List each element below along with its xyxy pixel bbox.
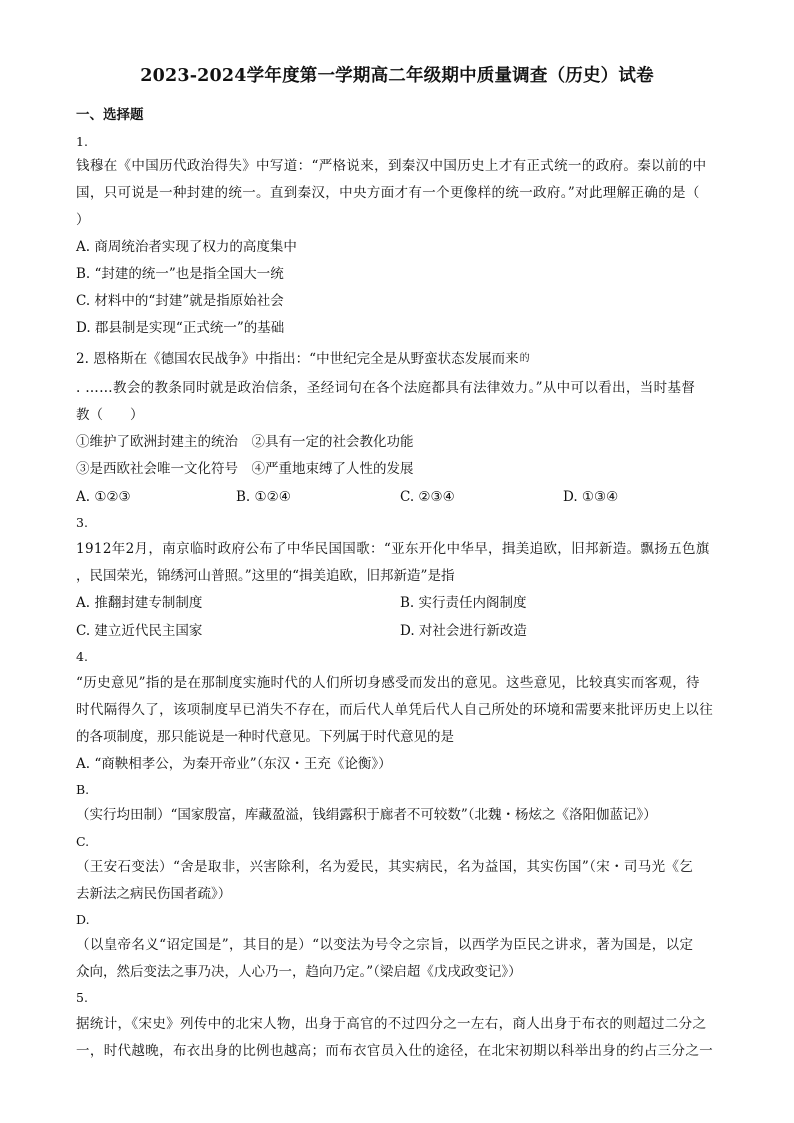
q2-stem-text: 2. 恩格斯在《德国农民战争》中指出：“中世纪完全是从野蛮状态发展而来 [76,351,519,367]
q4-stem-line: “历史意见”指的是在那制度实施时代的人们所切身感受而发出的意见。这些意见，比较真实而客观，待 [76,675,700,691]
q2-stem-line: . ……教会的教条同时就是政治信条，圣经词句在各个法庭都具有法律效力。”从中可以看出，当时基督 [76,380,696,396]
q2-stem-superscript: 的 [519,353,530,364]
q1-number: 1. [76,134,88,149]
q1-option-b: B. “封建的统一”也是指全国大一统 [76,266,284,282]
q4-number: 4. [76,649,88,664]
q3-option-d: D. 对社会进行新改造 [400,623,527,639]
q2-option-d: D. ①③④ [563,489,619,505]
q4-option-d-text: 众向，然后变法之事乃决，人心乃一，趋向乃定。”（梁启超《戊戌政变记》） [76,964,522,980]
q5-number: 5. [76,990,88,1005]
q1-option-c: C. 材料中的“封建”就是指原始社会 [76,293,284,309]
q4-option-b-text: （实行均田制）“国家殷富，库藏盈溢，钱绢露积于廊者不可较数”（北魏・杨炫之《洛阳伽蓝记》） [76,807,657,823]
q1-stem-line: 国，只可说是一种封建的统一。直到秦汉，中央方面才有一个更像样的统一政府。”对此理解正确的是（ [76,185,700,201]
exam-title: 2023-2024学年度第一学期高二年级期中质量调查（历史）试卷 [140,66,654,86]
q4-option-c-text: 去新法之病民伤国者疏》） [76,886,232,902]
q4-option-c-text: （王安石变法）“舍是取非，兴害除利，名为爱民，其实病民，名为益国，其实伤国”（宋・司马光《乞 [76,859,694,875]
q4-option-d-text: （以皇帝名义“诏定国是”，其目的是）“以变法为号令之宗旨，以西学为臣民之讲求，著为国是，以定 [76,937,694,953]
q1-option-d: D. 郡县制是实现“正式统一”的基础 [76,320,285,336]
q3-option-a: A. 推翻封建专制制度 [76,595,203,611]
q4-option-b-label: B. [76,782,90,797]
q2-stem-line [76,350,530,368]
q3-stem-line: ，民国荣光，锦绣河山普照。”这里的“揖美追欧，旧邦新造”是指 [76,568,455,584]
q2-option-b: B. ①②④ [236,489,291,505]
q4-option-a: A. “商鞅相孝公，为秦开帝业”（东汉・王充《论衡》） [76,756,392,772]
q4-option-c-label: C. [76,834,90,849]
q2-statement: ①维护了欧洲封建主的统治 ②具有一定的社会教化功能 [76,434,414,450]
q4-stem-line: 的各项制度，那只能说是一种时代意见。下列属于时代意见的是 [76,729,454,745]
q2-option-c: C. ②③④ [400,489,455,505]
q3-option-c: C. 建立近代民主国家 [76,623,203,639]
q3-number: 3. [76,515,88,530]
q4-option-d-label: D. [76,912,90,927]
q2-option-a: A. ①②③ [76,489,131,505]
q2-stem-line: 教（ ） [76,407,144,423]
q5-stem-line: 据统计，《宋史》列传中的北宋人物，出身于高官的不过四分之一左右，商人出身于布衣的则超过二分之 [76,1016,707,1032]
q2-statement: ③是西欧社会唯一文化符号 ④严重地束缚了人性的发展 [76,461,414,477]
q1-option-a: A. 商周统治者实现了权力的高度集中 [76,239,297,255]
section-heading: 一、选择题 [76,107,144,123]
q1-stem-line: ） [76,212,90,228]
q4-stem-line: 时代隔得久了，该项制度早已消失不存在，而后代人单凭后代人自己所处的环境和需要来批评历史上以往 [76,702,714,718]
q3-option-b: B. 实行责任内阁制度 [400,595,527,611]
q1-stem-line: 钱穆在《中国历代政治得失》中写道：“严格说来，到秦汉中国历史上才有正式统一的政府。秦以前的中 [76,158,707,174]
q3-stem-line: 1912年2月，南京临时政府公布了中华民国国歌：“亚东开化中华早，揖美追欧，旧邦新造。飘扬五色旗 [76,541,710,557]
q5-stem-line: 一，时代越晚，布衣出身的比例也越高；而布衣官员入仕的途径，在北宋初期以科举出身的约占三分之一 [76,1043,714,1059]
